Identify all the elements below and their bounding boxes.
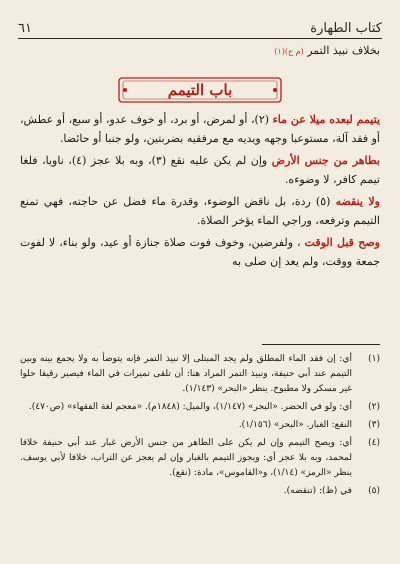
opening-text: بخلاف نبيذ التمر [307,44,380,57]
footnote-number: (٢) [368,402,380,412]
matn-rubric: بطاهر من جنس الأرض [271,154,380,167]
footnote-number: (٤) [368,438,380,448]
footnote-number: (١) [368,354,380,364]
footnote-number: (٣) [368,420,380,430]
paragraph [20,192,380,230]
footnote-text: في (ظ): (تنقضه). [283,486,352,496]
footnote-text: أي: إن فقد الماء المطلق ولم يجد المبتلى إلا نبيذ التمر فإنه يتوضأ به ولا يجمع بينه وبين التيمم عند أبي حنيفة، ونبيذ التمر المراد هنا: أن تلقى تميرات في الماء فيصير رقيقا حلوا غير مسكر ولا مطبوخ. ينظر «البحر» (١/١٤٣). [20,354,352,394]
main-text [20,110,380,274]
paragraph [20,151,380,189]
running-header [18,14,382,36]
footnote [20,400,380,415]
footnote [20,352,380,397]
matn-rubric: وصح قبل الوقت [304,236,380,249]
opening-mark: (م ح)(١) [274,47,304,56]
paragraph-text: (٥) ردة، بل ناقض الوضوء، وقدرة ماء فضل عن حاجته، فهي تمنع التيمم وترفعه، وراجي الماء يؤخر الصلاة. [20,195,380,227]
paragraph [20,233,380,271]
footnote-number: (٥) [368,486,380,496]
book-title: كتاب الطهارة [310,21,382,36]
chapter-title-frame [118,77,282,103]
footnote [20,484,380,499]
footnote [20,436,380,481]
page-number: ٦١ [18,21,32,36]
matn-rubric: ولا ينقضه [335,195,380,208]
chapter-title: باب التيمم [167,81,233,99]
matn-rubric: يتيمم لبعده ميلا عن ماء [272,113,381,126]
footnote-text: أي: ويصح التيمم وإن لم يكن على الطاهر من جنس الأرض غبار عند أبي حنيفة خلافا لمحمد، وبه بلا عجز أي: ويجوز التيمم بالغبار وإن لم يعجز عن التراب، خلافا لأبي يوسف. ينظر «الرمز» (١/١٤)، و«القاموس»، مادة: (نقع). [20,438,352,478]
paragraph-text: ، ولفرضين، وخوف فوت صلاة جنازة أو عيد، ولو بناء، لا لفوت جمعة ووقت، ولم يعد إن صلى به [20,236,380,268]
footnote-text: أي: ولو في الحضر. «البحر» (١/١٤٧)، والميل: (١٨٤٨م). «معجم لغة الفقهاء» (ص٤٧٠). [28,402,352,412]
opening-line [274,44,380,57]
paragraph-text: (٢)، أو لمرض، أو برد، أو خوف عدو، أو سبع، أو عطش، أو فقد آلة، مستوعبا وجهه ويديه مع مرفقيه بضربتين، ولو جنبا أو حائضا. [20,113,380,145]
paragraph [20,110,380,148]
footnote [20,418,380,433]
header-rule [18,38,382,39]
paragraph-text: وإن لم يكن عليه نقع (٣)، وبه بلا عجز (٤)، ناويا، فلغا تيمم كافر، لا وضوءه. [20,154,380,186]
footnotes [20,352,380,502]
footnote-separator [262,344,380,345]
footnote-text: النقع: الغبار. «البحر» (١/١٥٦). [238,420,352,430]
